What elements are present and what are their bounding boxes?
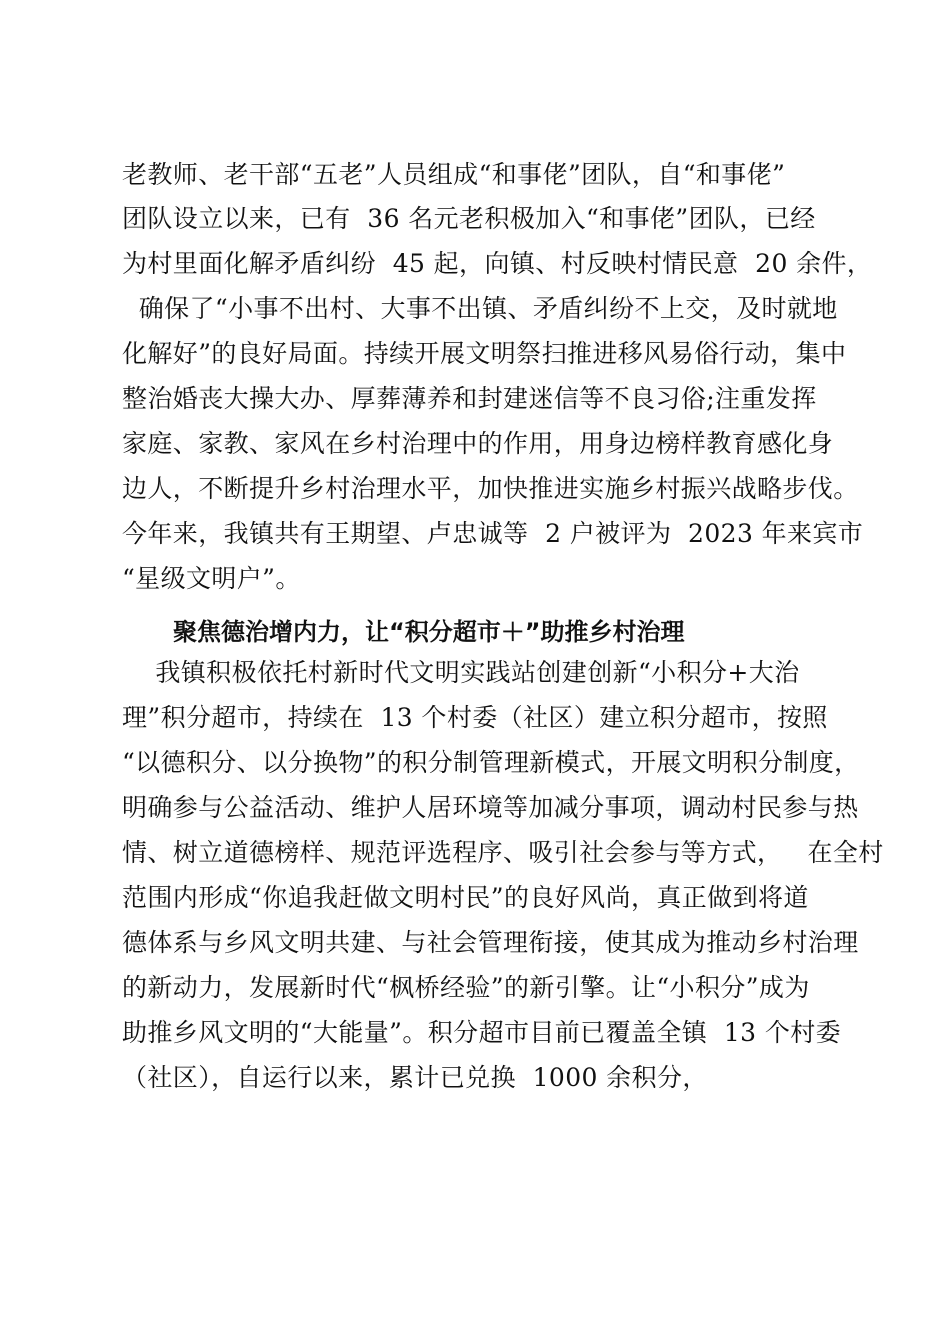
paragraph-line: 边人，不断提升乡村治理水平，加快推进实施乡村振兴战略步伐。 <box>122 474 859 503</box>
paragraph-line: 德体系与乡风文明共建、与社会管理衔接，使其成为推动乡村治理 <box>122 928 859 957</box>
paragraph-line: 情、树立道德榜样、规范评选程序、吸引社会参与等方式， 在全村 <box>122 838 884 867</box>
section-heading: 聚焦德治增内力，让“积分超市＋”助推乡村治理 <box>173 618 685 646</box>
paragraph-line: 整治婚丧大操大办、厚葬薄养和封建迷信等不良习俗;注重发挥 <box>122 384 817 413</box>
paragraph-line: 确保了“小事不出村、大事不出镇、矛盾纠纷不上交，及时就地 <box>122 294 838 323</box>
paragraph-line: 我镇积极依托村新时代文明实践站创建创新“小积分+大治 <box>122 658 800 687</box>
paragraph-line: “星级文明户”。 <box>122 564 301 593</box>
paragraph-line: 老教师、老干部“五老”人员组成“和事佬”团队，自“和事佬” <box>122 160 786 189</box>
paragraph-line: 范围内形成“你追我赶做文明村民”的良好风尚，真正做到将道 <box>122 883 809 912</box>
paragraph-line: 理”积分超市，持续在 13 个村委（社区）建立积分超市，按照 <box>122 703 828 732</box>
paragraph-line: 今年来，我镇共有王期望、卢忠诚等 2 户被评为 2023 年来宾市 <box>122 519 864 548</box>
paragraph-line: 助推乡风文明的“大能量”。积分超市目前已覆盖全镇 13 个村委 <box>122 1018 842 1047</box>
paragraph-line: 家庭、家教、家风在乡村治理中的作用，用身边榜样教育感化身 <box>122 429 834 458</box>
paragraph-line: 的新动力，发展新时代“枫桥经验”的新引擎。让“小积分”成为 <box>122 973 810 1002</box>
paragraph-line: 团队设立以来，已有 36 名元老积极加入“和事佬”团队，已经 <box>122 204 816 233</box>
paragraph-line: “以德积分、以分换物”的积分制管理新模式，开展文明积分制度， <box>122 748 860 777</box>
paragraph-line: （社区），自运行以来，累计已兑换 1000 余积分， <box>122 1063 708 1092</box>
paragraph-line: 为村里面化解矛盾纠纷 45 起，向镇、村反映村情民意 20 余件， <box>122 249 873 278</box>
paragraph-line: 化解好”的良好局面。持续开展文明祭扫推进移风易俗行动，集中 <box>122 339 847 368</box>
paragraph-line: 明确参与公益活动、维护人居环境等加减分事项，调动村民参与热 <box>122 793 859 822</box>
